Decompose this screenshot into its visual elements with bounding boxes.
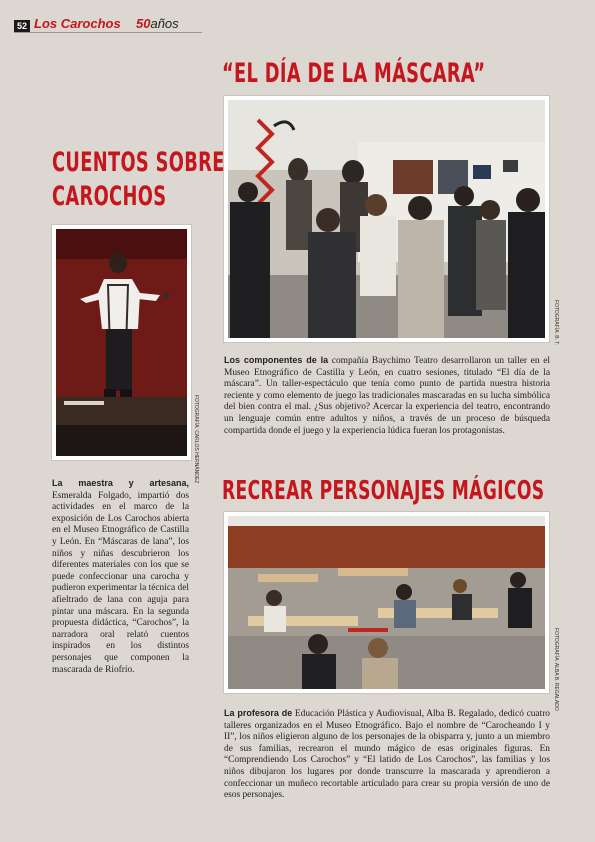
anniversary-mark xyxy=(136,16,179,31)
photo-credit-recrear: FOTOGRAFÍA: ALBA B. REGALADO xyxy=(553,628,559,711)
photo-storyteller xyxy=(56,229,187,456)
article-lead-mascara: Los componentes de la xyxy=(224,355,329,365)
article-body-mascara xyxy=(224,355,550,437)
article-lead-cuentos: La maestra y artesana, xyxy=(52,478,189,488)
article-lead-recrear: La profesora de xyxy=(224,708,293,718)
article-text-mascara: compañía Baychimo Teatro desarrollaron un taller en el Museo Etnográfico de Castilla y León, en cuatro sesiones, titulado “El día de la máscara”. Un taller-espectáculo que tenía como punto de partida nuestra historia reciente y como elemento de juego las tradicionales mascaradas en su lucha simbólica del bien contra el mal. ¿Sus objetivo? Acercar la experiencia del teatro, encontrando un lenguaje común entre adultos y niños, a través de un proceso de búsqueda compartida donde el juego y la experiencia lúdica fueran los protagonistas. xyxy=(224,356,550,436)
page-number: 52 xyxy=(14,20,30,32)
photo-credit-cuentos: FOTOGRAFÍA: CARLOS HERNÁNDEZ xyxy=(193,395,199,484)
article-text-recrear: Educación Plástica y Audiovisual, Alba B. Regalado, dedicó cuatro talleres organizados en el Museo Etnográfico. Bajo el nombre de “Carocheando I y II”, los niños eligieron alguno de los personajes de la obisparra y, junto a un miembro de sus familias, recrearon el mundo mágico de esas originales figuras. En “Comprendiendo Los Carochos” y “El latido de Los Carochos”, las familias y los niños dibujaron los lugares por donde transcurre la mascarada y aprendieron a confeccionar un muñeco recortable articulado para crear su propia versión de uno de esos personajes. xyxy=(224,709,550,801)
header-rule xyxy=(14,32,202,33)
museum-scene-image xyxy=(228,100,545,338)
photo-credit-mascara: FOTOGRAFÍA: B. T. xyxy=(553,300,559,346)
photo-frame-cuentos xyxy=(52,225,191,460)
article-body-cuentos xyxy=(52,478,189,676)
photo-frame-mascara xyxy=(224,96,549,342)
anniversary-word: años xyxy=(150,16,179,31)
article-title-recrear: RECREAR PERSONAJES MÁGICOS xyxy=(222,476,545,506)
title-line-1: CUENTOS SOBRE xyxy=(52,147,225,178)
photo-frame-recrear xyxy=(224,512,549,693)
article-title-cuentos xyxy=(52,146,225,214)
anniversary-number: 50 xyxy=(136,16,151,31)
article-body-recrear xyxy=(224,708,550,802)
classroom-scene-image xyxy=(228,516,545,689)
photo-mascara-workshop xyxy=(228,100,545,338)
magazine-name: Los Carochos xyxy=(34,16,121,31)
article-text-cuentos: Esmeralda Folgado, impartió dos actividades en el marco de la exposición de Los Carochos abierta en el Museo Etnográfico de Castilla y León. En “Máscaras de lana”, los niños y niñas descubrieron los diferentes materiales con los que se puede confeccionar una carocha y pudieron experimentar la técnica del afieltrado de lana con aguja para pintar una máscara. En la segunda propuesta didáctica, “Carochos”, la narradora oral relató cuentos inspirados en los distintos personajes que componen la mascarada de Riofrío. xyxy=(52,490,189,675)
title-line-2: CAROCHOS xyxy=(52,181,167,212)
photo-workshop-tables xyxy=(228,516,545,689)
stage-scene-image xyxy=(56,229,187,456)
article-title-mascara: “EL DÍA DE LA MÁSCARA” xyxy=(222,58,486,89)
